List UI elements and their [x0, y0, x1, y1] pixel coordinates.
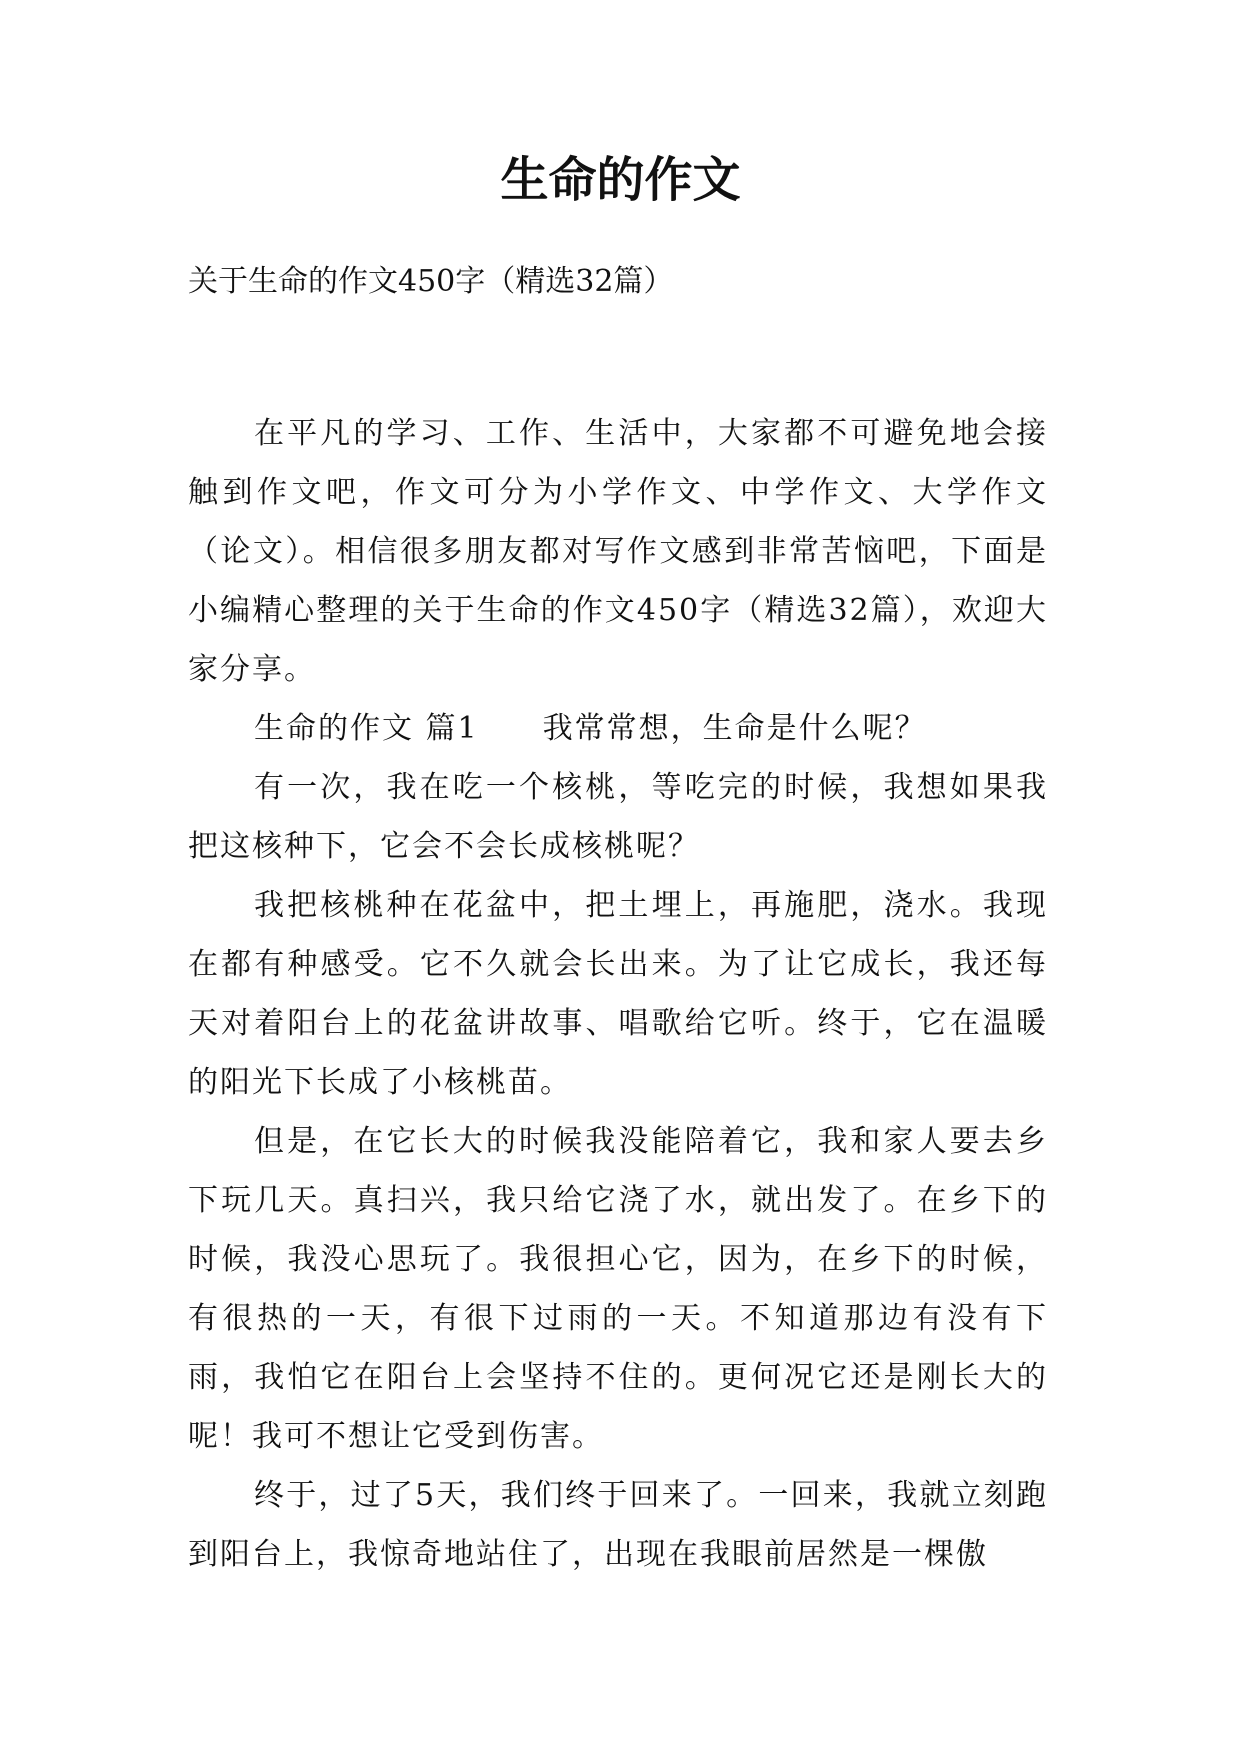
paragraph-intro: 在平凡的学习、工作、生活中，大家都不可避免地会接触到作文吧，作文可分为小学作文、中学作文、大学作文（论文）。相信很多朋友都对写作文感到非常苦恼吧，下面是小编精心整理的关于生命的作文450字（精选32篇），欢迎大家分享。 — [188, 416, 1048, 687]
document-title: 生命的作文 — [500, 152, 741, 208]
paragraph-planting: 我把核桃种在花盆中，把土埋上，再施肥，浇水。我现在都有种感受。它不久就会长出来。为了让它成长，我还每天对着阳台上的花盆讲故事、唱歌给它听。终于，它在温暖的阳光下长成了小核桃苗。 — [188, 888, 1048, 1100]
paragraph-walnut: 有一次，我在吃一个核桃，等吃完的时候，我想如果我把这核种下，它会不会长成核桃呢？ — [188, 770, 1048, 864]
paragraph-return: 终于，过了5天，我们终于回来了。一回来，我就立刻跑到阳台上，我惊奇地站住了，出现在我眼前居然是一棵傲 — [188, 1478, 1048, 1572]
paragraph-countryside: 但是，在它长大的时候我没能陪着它，我和家人要去乡下玩几天。真扫兴，我只给它浇了水，就出发了。在乡下的时候，我没心思玩了。我很担心它，因为，在乡下的时候，有很热的一天，有很下过雨的一天。不知道那边有没有下雨，我怕它在阳台上会坚持不住的。更何况它还是刚长大的呢！我可不想让它受到伤害。 — [188, 1124, 1048, 1454]
paragraph-section-heading: 生命的作文 篇1 我常常想，生命是什么呢？ — [254, 711, 927, 746]
document-body — [188, 404, 1048, 1584]
document-subtitle: 关于生命的作文450字（精选32篇） — [188, 264, 674, 299]
